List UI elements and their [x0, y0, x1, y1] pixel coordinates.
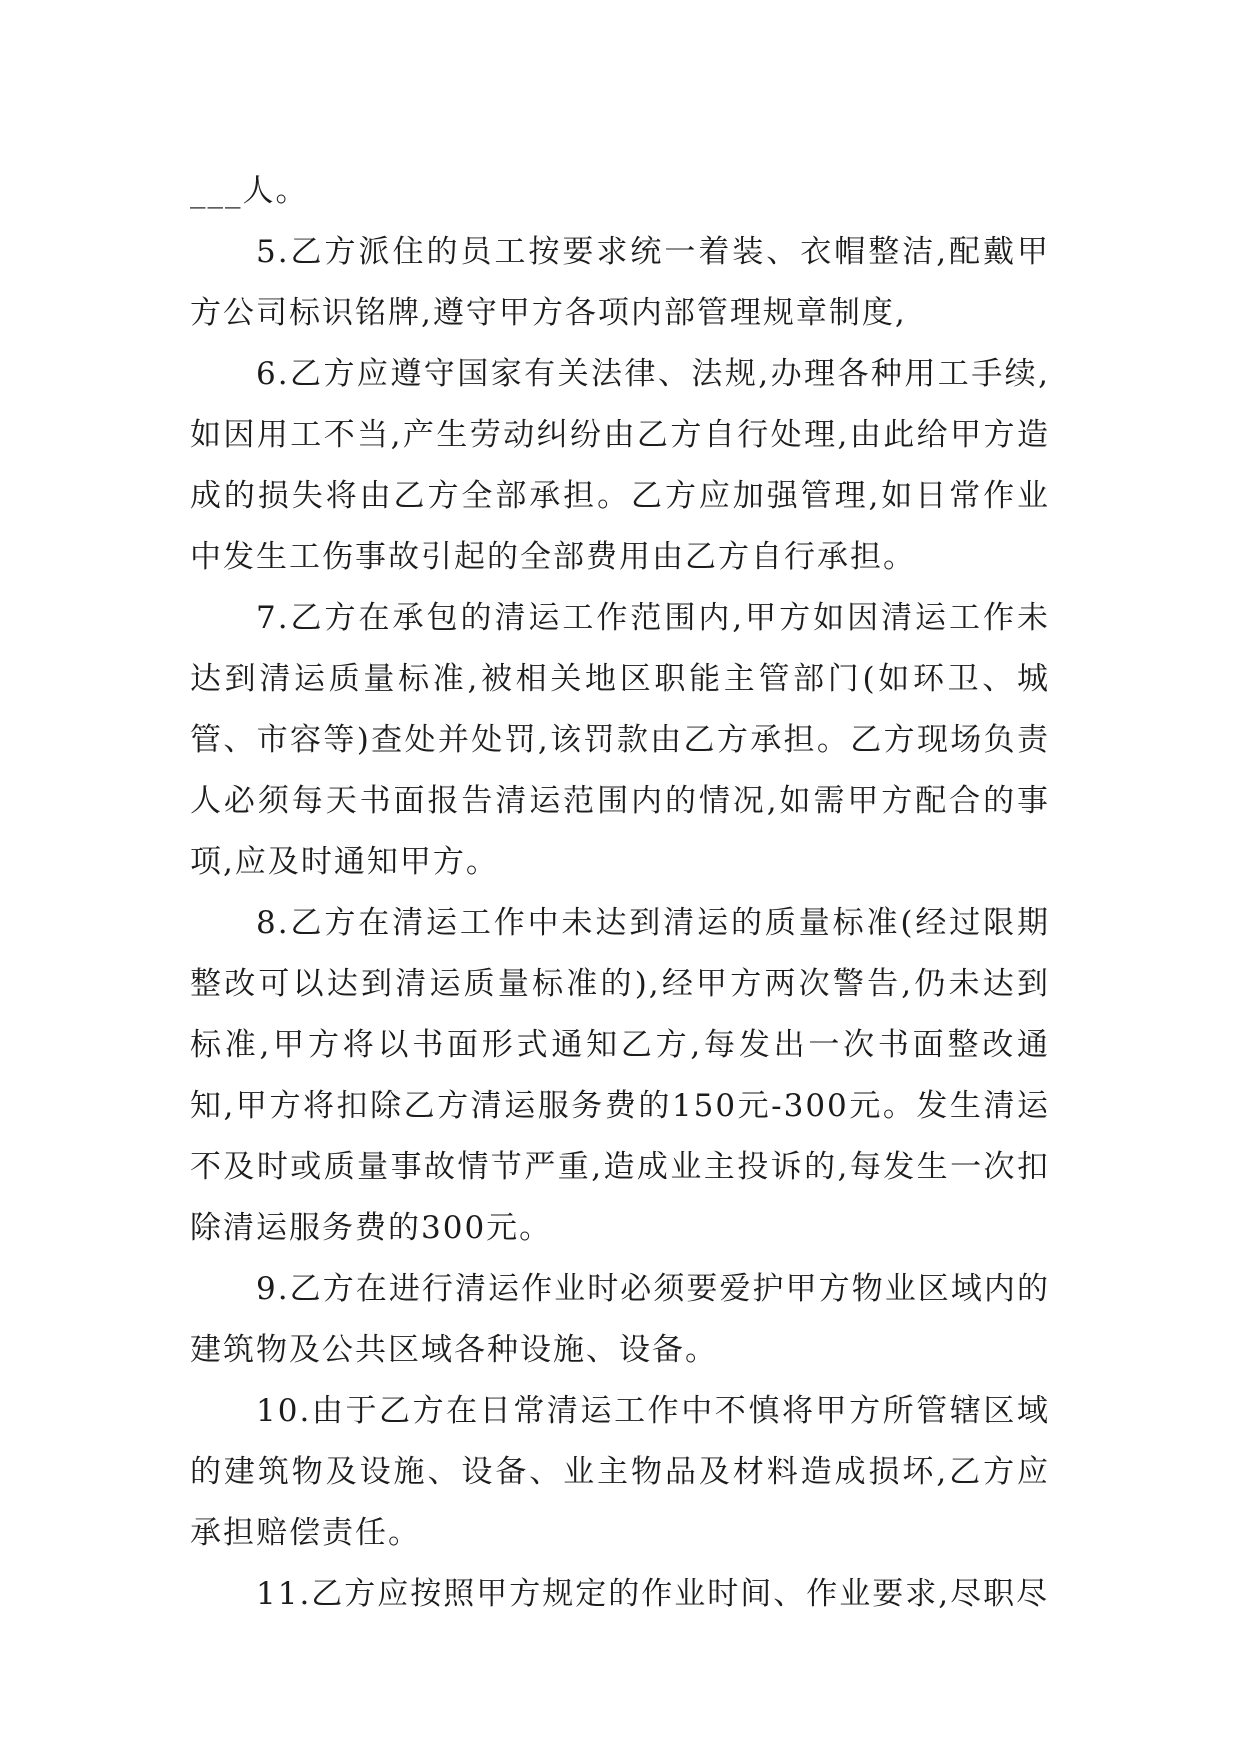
paragraph-item-8: 8.乙方在清运工作中未达到清运的质量标准(经过限期整改可以达到清运质量标准的),经甲方两次警告,仍未达到标准,甲方将以书面形式通知乙方,每发出一次书面整改通知,甲方将扣除乙方清运服务费的150元-300元。发生清运不及时或质量事故情节严重,造成业主投诉的,每发生一次扣除清运服务费的300元。 [190, 905, 1050, 1246]
paragraph-item-6: 6.乙方应遵守国家有关法律、法规,办理各种用工手续,如因用工不当,产生劳动纠纷由乙方自行处理,由此给甲方造成的损失将由乙方全部承担。乙方应加强管理,如日常作业中发生工伤事故引起的全部费用由乙方自行承担。 [190, 356, 1050, 575]
paragraph-item-11: 11.乙方应按照甲方规定的作业时间、作业要求,尽职尽 [256, 1576, 1050, 1612]
paragraph-item-9: 9.乙方在进行清运作业时必须要爱护甲方物业区域内的建筑物及公共区域各种设施、设备。 [190, 1271, 1050, 1368]
paragraph-continuation: ___人。 [190, 173, 309, 209]
paragraph-item-5: 5.乙方派住的员工按要求统一着装、衣帽整洁,配戴甲方公司标识铭牌,遵守甲方各项内部管理规章制度, [190, 234, 1050, 331]
paragraph-item-7: 7.乙方在承包的清运工作范围内,甲方如因清运工作未达到清运质量标准,被相关地区职能主管部门(如环卫、城管、市容等)查处并处罚,该罚款由乙方承担。乙方现场负责人必须每天书面报告清运范围内的情况,如需甲方配合的事项,应及时通知甲方。 [190, 600, 1050, 880]
document-body [190, 161, 1050, 1625]
paragraph-item-10: 10.由于乙方在日常清运工作中不慎将甲方所管辖区域的建筑物及设施、设备、业主物品及材料造成损坏,乙方应承担赔偿责任。 [190, 1393, 1050, 1551]
